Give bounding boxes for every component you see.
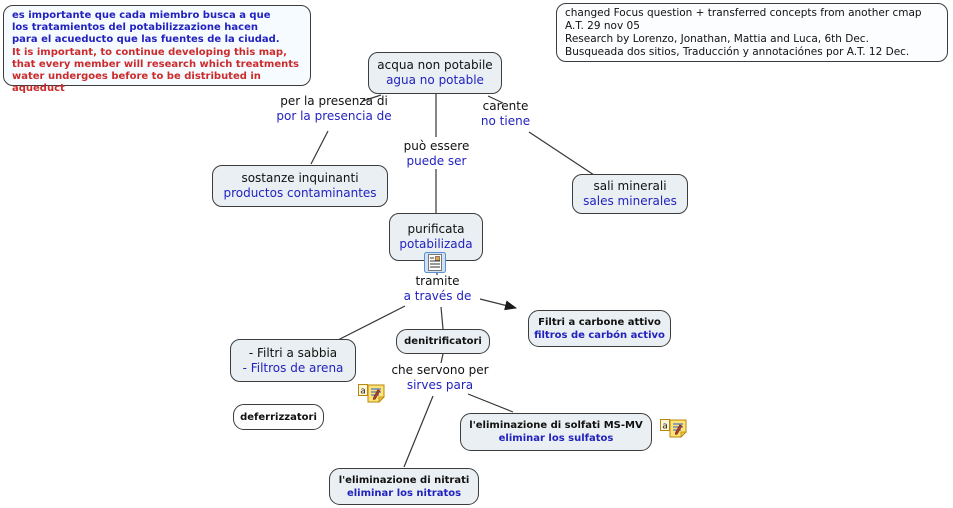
annotation-note-icon[interactable]	[660, 418, 687, 444]
line-denitrificatori-to-cheservono	[441, 354, 443, 363]
document-resource-icon[interactable]	[424, 252, 446, 277]
concept-text-es: eliminar los nitratos	[346, 487, 462, 499]
concept-eliminazione-solfati[interactable]	[460, 413, 652, 451]
concept-acqua-non-potabile[interactable]	[368, 52, 502, 94]
concept-denitrificatori[interactable]	[396, 329, 490, 354]
concept-filtri-sabbia[interactable]	[230, 339, 356, 382]
link-text-es: por la presencia de	[276, 109, 392, 123]
concept-text-it: deferrizzatori	[240, 411, 317, 423]
concept-text-it: acqua non potabile	[377, 58, 493, 72]
link-carente[interactable]	[458, 99, 553, 129]
concept-text-es: productos contaminantes	[223, 186, 377, 200]
concept-eliminazione-nitrati[interactable]	[329, 468, 479, 505]
concept-text-es: sales minerales	[583, 194, 677, 208]
line-carente-to-sali	[529, 132, 594, 175]
concept-text-es: - Filtros de arena	[242, 360, 344, 375]
annotation-note-icon[interactable]	[358, 383, 385, 409]
note-line-en: water undergoes before to be distributed in aqueduct	[12, 71, 261, 95]
link-text-it: che servono per	[391, 363, 489, 377]
note-line-es: es importante que cada miembro busca a que	[12, 10, 271, 21]
changelog-note[interactable]	[556, 3, 948, 62]
link-text-it: carente	[482, 99, 529, 113]
changelog-line: Research by Lorenzo, Jonathan, Mattia and Luca, 6th Dec.	[565, 33, 869, 45]
concept-text-it: sali minerali	[593, 179, 667, 193]
link-puo-essere[interactable]	[389, 139, 484, 169]
note-line-es: para el acueducto que las fuentes de la ciudad.	[12, 34, 280, 46]
concept-text-it: l'eliminazione di solfati MS-MV	[469, 420, 643, 431]
concept-text-it: purificata	[407, 222, 465, 236]
concept-text-es: potabilizada	[399, 237, 473, 251]
link-text-es: no tiene	[480, 114, 531, 128]
link-text-it: per la presenza di	[280, 94, 388, 108]
line-tramite-to-sabbia	[338, 306, 405, 340]
line-cheservono-to-nitrati	[404, 396, 433, 467]
concept-text-es: filtros de carbón activo	[534, 329, 665, 341]
concept-text-it: sostanze inquinanti	[241, 171, 359, 185]
link-text-es: sirves para	[406, 378, 474, 392]
line-tramite-to-denitrificatori	[441, 307, 443, 329]
concept-text-it: l'eliminazione di nitrati	[338, 474, 470, 486]
link-text-it: tramite	[415, 274, 460, 288]
note-line-en: that every member will research which treatments	[12, 58, 299, 70]
concept-text-es: agua no potable	[386, 73, 484, 87]
svg-text:a: a	[360, 386, 366, 397]
concept-text-it: denitrificatori	[404, 336, 482, 347]
link-text-it: può essere	[403, 139, 470, 153]
concept-filtri-carbone-attivo[interactable]	[528, 310, 671, 347]
link-per-la-presenza[interactable]	[248, 94, 420, 124]
note-line-es: los tratamientos del potabilizzazione hacen	[12, 22, 258, 34]
focus-question-note[interactable]	[3, 5, 311, 95]
link-text-es: puede ser	[406, 154, 467, 168]
line-presenza-to-sostanze	[311, 131, 328, 164]
concept-sali-minerali[interactable]	[572, 174, 688, 214]
link-text-es: a través de	[403, 289, 472, 303]
changelog-line: A.T. 29 nov 05	[565, 20, 640, 32]
concept-text-es: eliminar los sulfatos	[498, 433, 614, 444]
concept-text-it: Filtri a carbone attivo	[538, 316, 661, 328]
line-cheservono-to-solfati	[468, 394, 513, 412]
link-che-servono-per[interactable]	[378, 363, 502, 393]
svg-text:a: a	[662, 421, 668, 432]
changelog-line: Busqueada dos sitios, Traducción y annotaciónes por A.T. 12 Dec.	[565, 46, 910, 58]
note-line-en: It is important, to continue developing this map,	[12, 46, 287, 58]
concept-deferrizzatori[interactable]	[233, 404, 324, 430]
link-tramite[interactable]	[385, 274, 490, 304]
concept-text-it: - Filtri a sabbia	[248, 345, 338, 360]
changelog-line: changed Focus question + transferred concepts from another cmap	[565, 7, 922, 19]
concept-sostanze-inquinanti[interactable]	[212, 165, 388, 207]
